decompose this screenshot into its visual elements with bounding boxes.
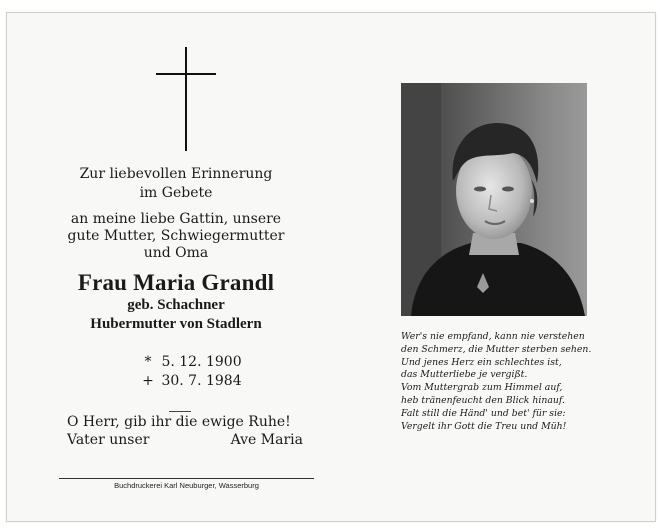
poem-line: Vergelt ihr Gott die Treu und Müh! [401, 420, 567, 432]
poem-line: Wer's nie empfand, kann nie verstehen [401, 331, 585, 342]
life-dates [139, 353, 242, 391]
dedication-line-3: und Oma [143, 245, 209, 261]
portrait-image [401, 83, 587, 316]
death-date: 30. 7. 1984 [161, 373, 242, 389]
maiden-name: geb. Schachner [127, 297, 225, 313]
poem-line: heb tränenfeucht den Blick hinauf. [401, 394, 565, 406]
cross-icon [156, 47, 216, 151]
intro-line-2: im Gebete [139, 185, 213, 201]
prayer-right: Ave Maria [230, 432, 303, 448]
prayer [67, 413, 303, 449]
poem-line: das Mutterliebe je vergißt. [401, 369, 528, 381]
poem-line: Und jenes Herz ein schlechtes ist, [401, 356, 562, 368]
intro-line-1: Zur liebevollen Erinnerung [79, 166, 273, 182]
poem [401, 331, 621, 433]
deceased-name: Frau Maria Grandl [77, 270, 275, 295]
death-date-row [139, 372, 242, 391]
dedication-text [21, 211, 331, 262]
divider [169, 411, 191, 412]
deceased-title: Hubermutter von Stadlern [90, 316, 262, 332]
dedication-line-2: gute Mutter, Schwiegermutter [67, 228, 285, 244]
prayer-left: Vater unser [67, 432, 150, 448]
dedication-line-1: an meine liebe Gattin, unsere [70, 211, 282, 227]
birth-date: 5. 12. 1900 [161, 354, 242, 370]
intro-text [21, 165, 331, 203]
left-panel [21, 13, 331, 521]
printer-credit: Buchdruckerei Karl Neuburger, Wasserburg [114, 481, 259, 490]
portrait-photo [401, 83, 587, 316]
printer-divider [59, 478, 314, 479]
prayer-line: O Herr, gib ihr die ewige Ruhe! [67, 414, 291, 430]
prayer-row [67, 431, 303, 449]
birth-symbol: * [144, 354, 152, 370]
memorial-card [6, 12, 656, 522]
birth-date-row [139, 353, 242, 372]
poem-line: den Schmerz, die Mutter sterben sehen. [401, 343, 592, 355]
poem-line: Vom Muttergrab zum Himmel auf, [401, 382, 563, 394]
poem-line: Falt still die Händ' und bet' für sie: [401, 407, 566, 419]
death-symbol: + [142, 373, 154, 389]
